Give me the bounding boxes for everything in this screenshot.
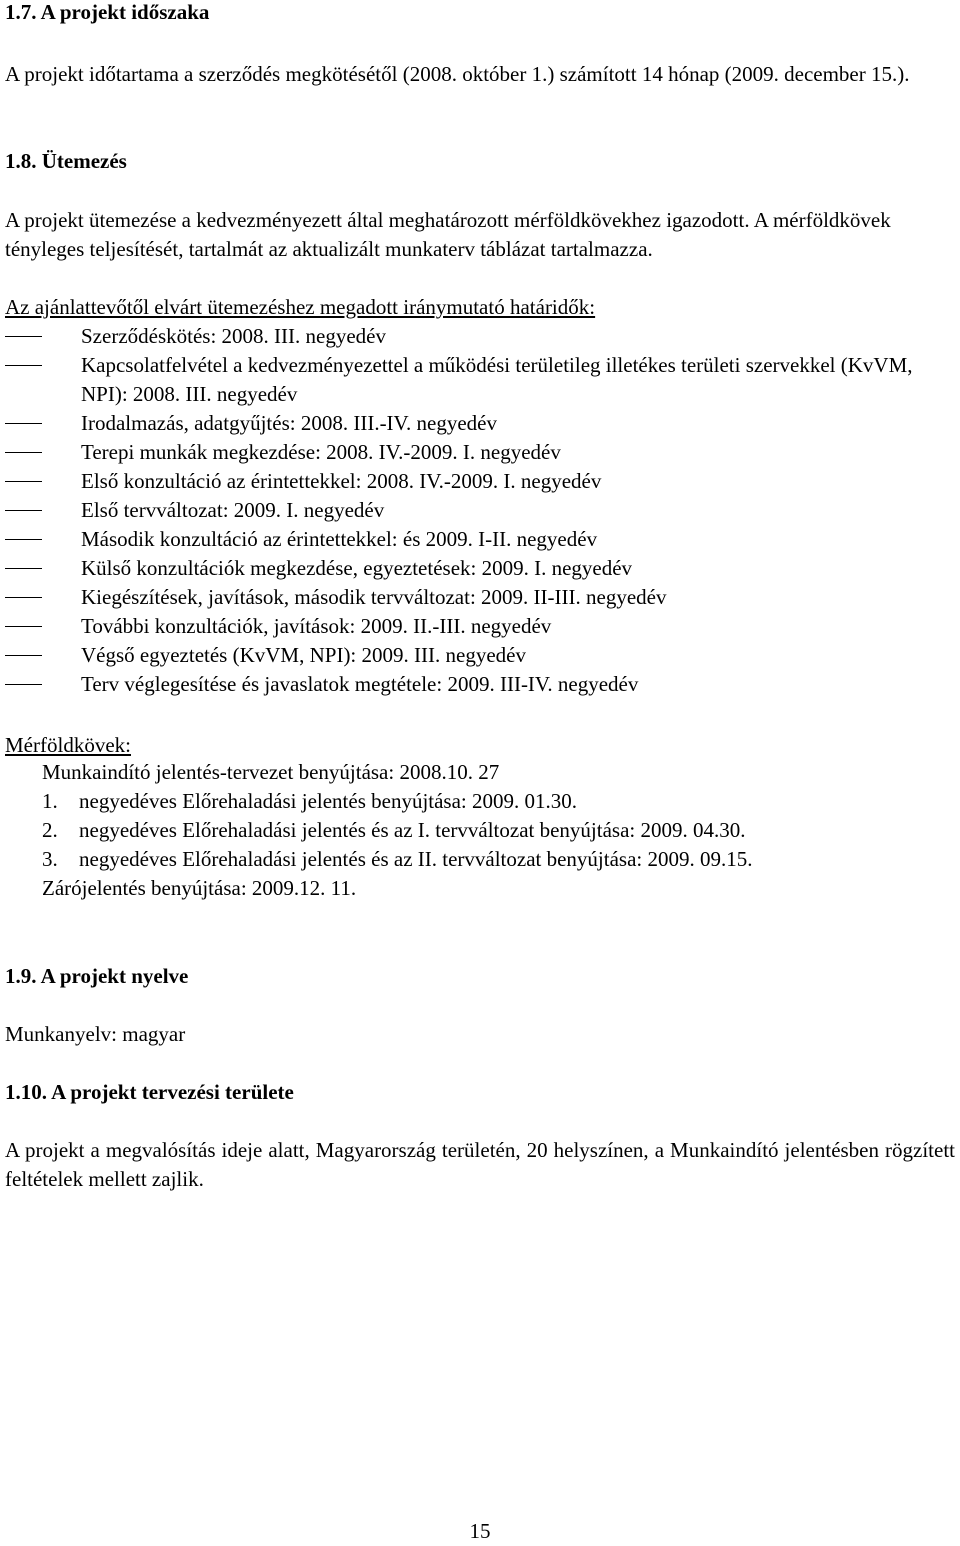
dash-bullet xyxy=(5,481,42,482)
dash-bullet xyxy=(5,423,42,424)
schedule-title: Az ajánlattevőtől elvárt ütemezéshez megadott iránymutató határidők: xyxy=(5,295,596,319)
dash-bullet xyxy=(5,597,42,598)
milestone-item: 2. negyedéves Előrehaladási jelentés és az I. tervváltozat benyújtása: 2009. 04.30. xyxy=(42,818,746,842)
page-number: 15 xyxy=(469,1519,491,1543)
section-heading-1-10: 1.10. A projekt tervezési területe xyxy=(5,1080,294,1104)
section-1-8-paragraph: A projekt ütemezése a kedvezményezett által meghatározott mérföldkövekhez igazodott. A mérföldkövek tényleges teljesítését, tartalmát az aktualizált munkaterv táblázat tartalmazza. xyxy=(5,208,891,261)
milestone-item: 3. negyedéves Előrehaladási jelentés és az II. tervváltozat benyújtása: 2009. 09.15. xyxy=(42,847,753,871)
dash-bullet xyxy=(5,452,42,453)
section-1-10-paragraph: A projekt a megvalósítás ideje alatt, Magyarország területén, 20 helyszínen, a Munkaindító jelentésben rögzített feltételek mellett zajlik. xyxy=(5,1138,955,1191)
dash-bullet xyxy=(5,568,42,569)
milestone-item: Zárójelentés benyújtása: 2009.12. 11. xyxy=(42,876,357,900)
dash-bullet xyxy=(5,510,42,511)
section-heading-1-7: 1.7. A projekt időszaka xyxy=(5,0,210,24)
dash-bullet xyxy=(5,336,42,337)
dash-bullet xyxy=(5,684,42,685)
section-1-9-paragraph: Munkanyelv: magyar xyxy=(5,1022,186,1046)
milestone-item: 1. negyedéves Előrehaladási jelentés benyújtása: 2009. 01.30. xyxy=(42,789,578,813)
section-1-7-paragraph: A projekt időtartama a szerződés megkötésétől (2008. október 1.) számított 14 hónap (2009. december 15.). xyxy=(5,62,910,86)
milestone-item: Munkaindító jelentés-tervezet benyújtása: 2008.10. 27 xyxy=(42,760,500,784)
dash-bullet xyxy=(5,365,42,366)
milestones-title: Mérföldkövek: xyxy=(5,733,131,757)
dash-bullet xyxy=(5,626,42,627)
section-heading-1-8: 1.8. Ütemezés xyxy=(5,149,127,173)
section-heading-1-9: 1.9. A projekt nyelve xyxy=(5,964,189,988)
document-page: 1.7. A projekt időszaka A projekt időtartama a szerződés megkötésétől (2008. október 1.) számított 14 hónap (2009. december 15.). 1.8. Ütemezés A projekt ütemezése a kedvezményezett által meghatározott mérföldkövekhez igazodott. A mérföldkövek tényleges teljesítését, tartalmát az aktualizált munkaterv táblázat tartalmazza. Az ajánlattevőtől elvárt ütemezéshez megadott iránymutató határidők: Szerződéskötés: 2008. III. negyedév Kapcsolatfelvétel a kedvezményezettel a működési területileg illetékes területi szervekkel (KvVM, NPI): 2008. III. negyedév Irodalmazás, adatgyűjtés: 2008. III.-IV. negyedév Terepi munkák megkezdése: 2008. IV.-2009. I. negyedév Első konzultáció az érintettekkel: 2008. IV.-2009. I. negyedév Első tervváltozat: 2009. I. negyedév Második konzultáció az érintettekkel: és 2009. I-II. negyedév Külső konzultációk megkezdése, egyeztetések: 2009. I. negyedév Kiegészítések, javítások, második tervváltozat: 2009. II-III. negyedév További konzultációk, javítások: 2009. II.-III. negyedév Végső egyeztetés (KvVM, NPI): 2009. III. negyedév Terv véglegesítése és javaslatok megtétele: 2009. III-IV. negyedév Mérföldkövek: Munkaindító jelentés-tervezet benyújtása: 2008.10. 27 1. negyedéves Előrehaladási jelentés benyújtása: 2009. 01.30. 2. negyedéves Előrehaladási jelentés és az I. tervváltozat benyújtása: 2009. 04.30. 3. negyedéves Előrehaladási jelentés és az II. tervváltozat benyújtása: 2009. 09.15. Zárójelentés benyújtása: 2009.12. 11. 1.9. A projekt nyelve Munkanyelv: magyar 1.10. A projekt tervezési területe A projekt a megvalósítás ideje alatt, Magyarország területén, 20 helyszínen, a Munkaindító jelentésben rögzített feltételek mellett zajlik. 15 xyxy=(0,0,960,1543)
dash-bullet xyxy=(5,539,42,540)
dash-bullet xyxy=(5,655,42,656)
